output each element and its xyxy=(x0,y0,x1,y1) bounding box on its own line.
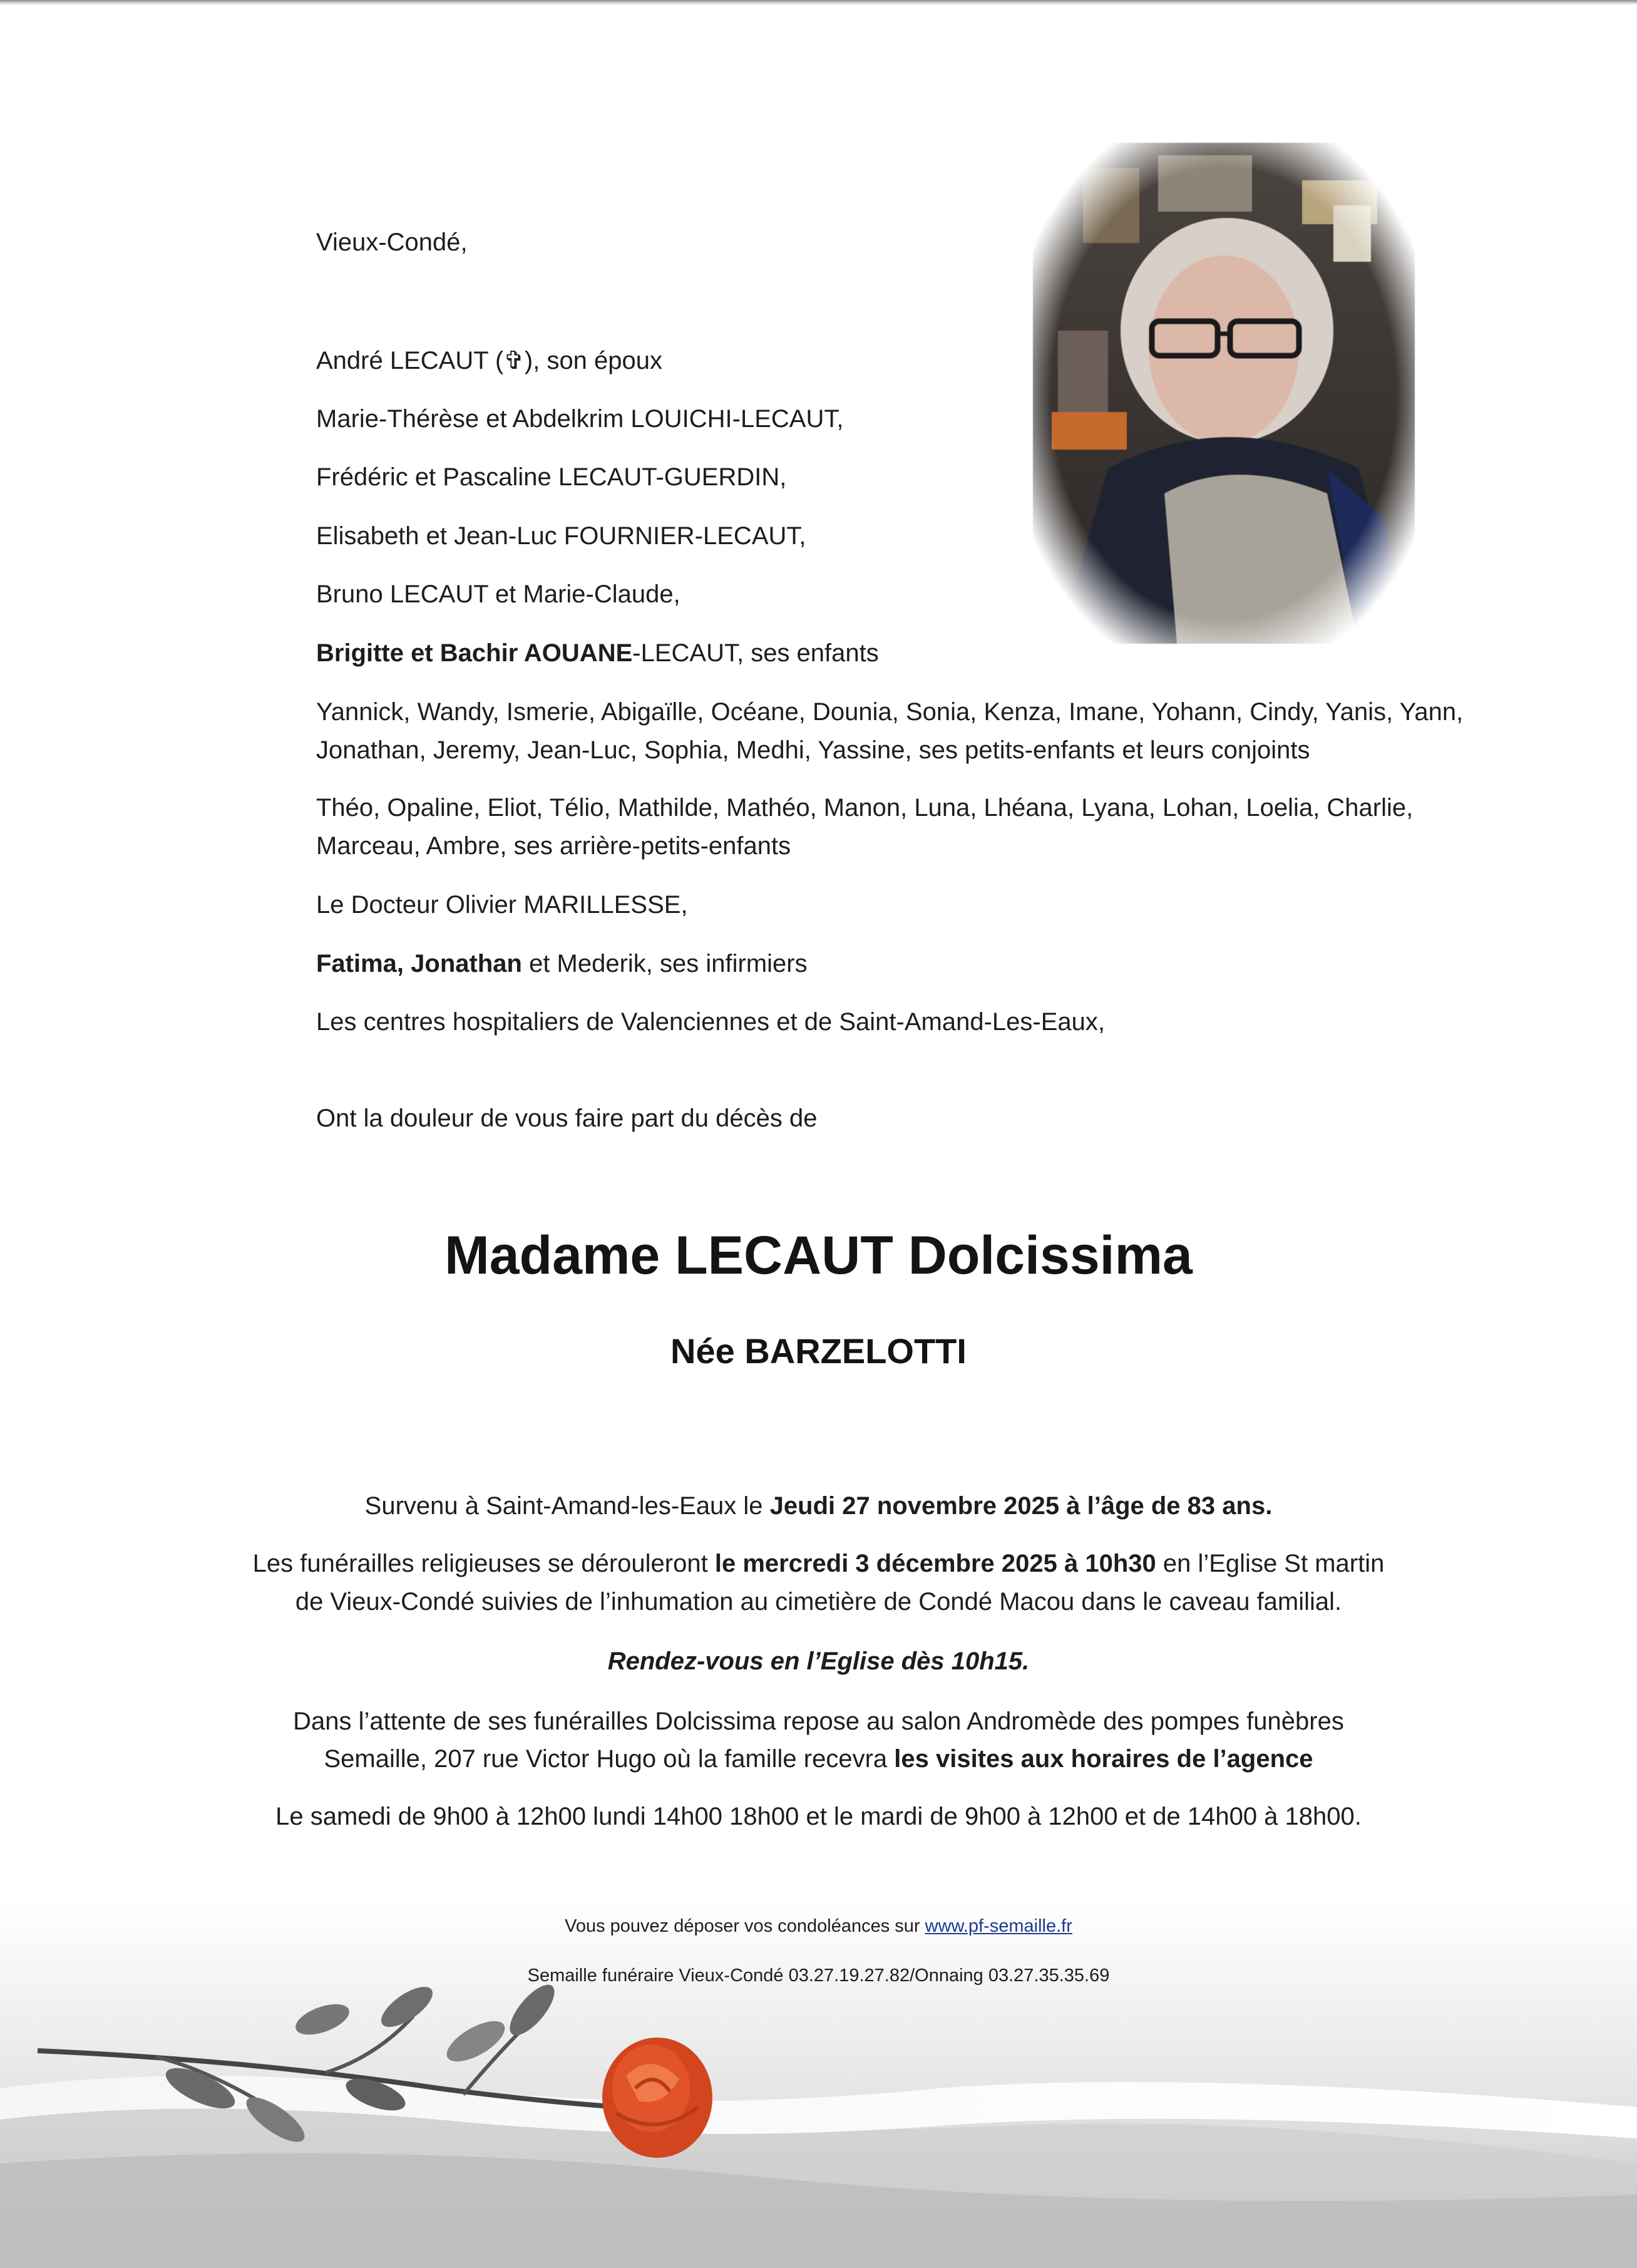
family-line-3: Frédéric et Pascaline LECAUT-GUERDIN, xyxy=(316,463,787,491)
rose-on-beach-image xyxy=(0,1900,1637,2268)
death-details: Survenu à Saint-Amand-les-Eaux le Jeudi 27 novembre 2025 à l’âge de 83 ans. xyxy=(364,1492,1273,1520)
family-line-2: Marie-Thérèse et Abdelkrim LOUICHI-LECAUT, xyxy=(316,405,844,433)
viewing-details-line-2: Semaille, 207 rue Victor Hugo où la famille recevra les visites aux horaires de l’agence xyxy=(324,1745,1313,1773)
contact-line: Semaille funéraire Vieux-Condé 03.27.19.27.82/Onnaing 03.27.35.35.69 xyxy=(527,1966,1110,1986)
portrait-photo xyxy=(1033,143,1415,644)
funeral-details-line-2: de Vieux-Condé suivies de l’inhumation au cimetière de Condé Macou dans le caveau familial. xyxy=(295,1588,1342,1616)
place-line: Vieux-Condé, xyxy=(316,229,468,256)
deceased-name: Madame LECAUT Dolcissima xyxy=(444,1225,1193,1286)
grandchildren-line-1: Yannick, Wandy, Ismerie, Abigaïlle, Océane, Dounia, Sonia, Kenza, Imane, Yohann, Cindy, Yanis, Yann, xyxy=(316,698,1464,726)
website-link[interactable]: www.pf-semaille.fr xyxy=(925,1916,1072,1936)
announcement-line: Ont la douleur de vous faire part du décès de xyxy=(316,1105,818,1132)
visiting-hours: Le samedi de 9h00 à 12h00 lundi 14h00 18h00 et le mardi de 9h00 à 12h00 et de 14h00 à 18h00. xyxy=(275,1803,1362,1830)
hospitals-line: Les centres hospitaliers de Valenciennes et de Saint-Amand-Les-Eaux, xyxy=(316,1008,1105,1036)
great-grandchildren-line-2: Marceau, Ambre, ses arrière-petits-enfants xyxy=(316,832,791,860)
condolences-line: Vous pouvez déposer vos condoléances sur www.pf-semaille.fr xyxy=(565,1916,1072,1936)
family-line-5: Bruno LECAUT et Marie-Claude, xyxy=(316,580,680,608)
birth-name: Née BARZELOTTI xyxy=(670,1331,967,1371)
funeral-details-line-1: Les funérailles religieuses se dérouleront le mercredi 3 décembre 2025 à 10h30 en l’Eglise St martin xyxy=(252,1550,1385,1577)
great-grandchildren-line-1: Théo, Opaline, Eliot, Télio, Mathilde, Mathéo, Manon, Luna, Lhéana, Lyana, Lohan, Loelia, Charlie, xyxy=(316,794,1414,822)
viewing-details-line-1: Dans l’attente de ses funérailles Dolcissima repose au salon Andromède des pompes funèbres xyxy=(293,1708,1344,1735)
family-line-1: André LECAUT (✞), son époux xyxy=(316,347,663,374)
doctor-line: Le Docteur Olivier MARILLESSE, xyxy=(316,891,688,919)
nurses-line: Fatima, Jonathan et Mederik, ses infirmiers xyxy=(316,950,808,977)
family-line-6: Brigitte et Bachir AOUANE-LECAUT, ses enfants xyxy=(316,639,879,667)
family-line-4: Elisabeth et Jean-Luc FOURNIER-LECAUT, xyxy=(316,522,806,550)
grandchildren-line-2: Jonathan, Jeremy, Jean-Luc, Sophia, Medhi, Yassine, ses petits-enfants et leurs conjoints xyxy=(316,736,1310,764)
rose-flower xyxy=(602,2038,712,2158)
meeting-time: Rendez-vous en l’Eglise dès 10h15. xyxy=(607,1647,1030,1675)
